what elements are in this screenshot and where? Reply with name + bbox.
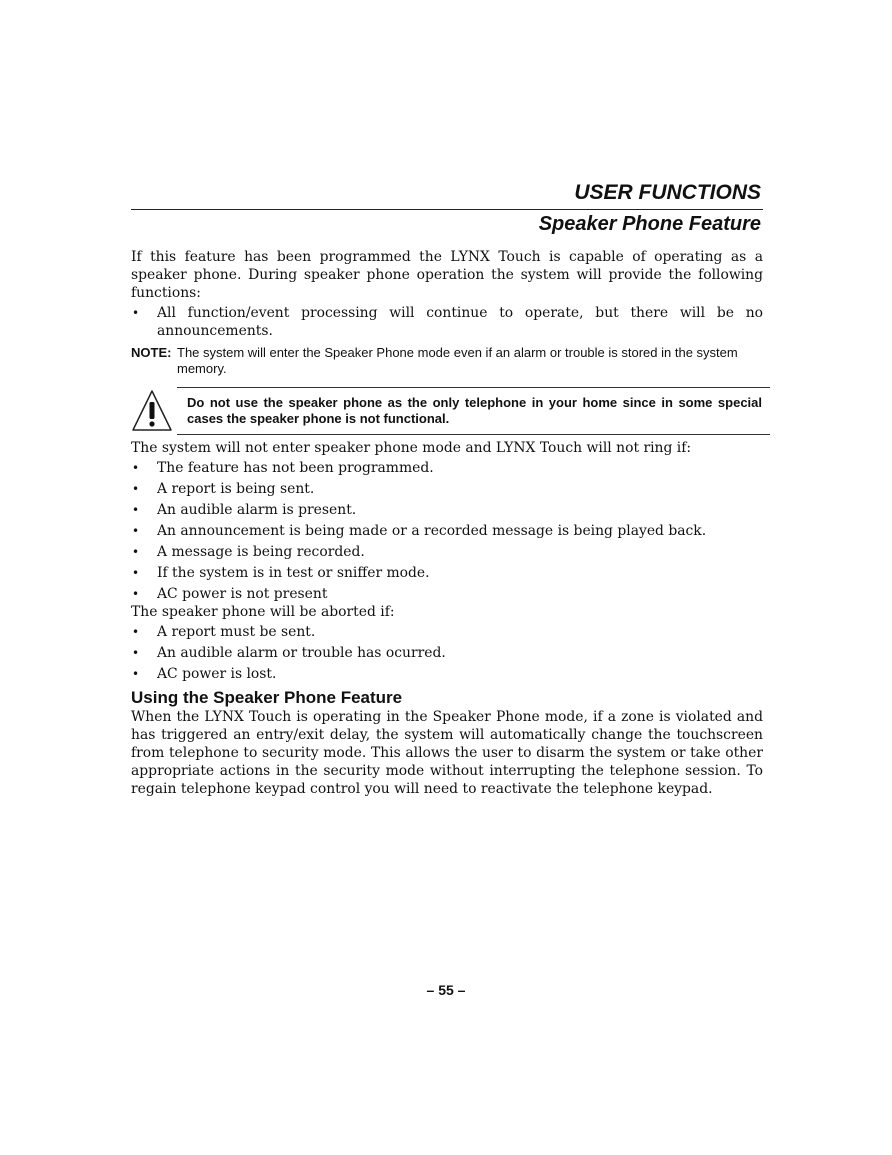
bullet-icon: •: [132, 566, 140, 580]
abort-intro: The speaker phone will be aborted if:: [131, 604, 395, 620]
header-rule: [131, 209, 763, 210]
using-paragraph: When the LYNX Touch is operating in the Speaker Phone mode, if a zone is violated and has triggered an entry/exit delay, the system will automatically change the touchscreen from telephone to security mode. This allows the user to disarm the system or take other appropriate actions in the security mode without interrupting the telephone session. To regain telephone keypad control you will need to reactivate the telephone keypad.: [131, 709, 763, 797]
bullet-icon: •: [132, 482, 140, 496]
bullet-icon: •: [132, 306, 140, 320]
no-ring-intro: The system will not enter speaker phone mode and LYNX Touch will not ring if:: [131, 440, 692, 456]
list-item-text: A report must be sent.: [157, 624, 316, 640]
list-item-text: The feature has not been programmed.: [157, 460, 434, 476]
subsection-title: Speaker Phone Feature: [538, 213, 761, 235]
bullet-icon: •: [132, 545, 140, 559]
list-item: [131, 459, 763, 477]
bullet-icon: •: [132, 587, 140, 601]
note-block: [131, 345, 763, 377]
bullet-icon: •: [132, 524, 140, 538]
list-item: [131, 501, 763, 519]
bullet-icon: •: [132, 646, 140, 660]
abort-list: [131, 623, 763, 683]
functions-list: [131, 304, 763, 340]
list-item-text: An announcement is being made or a recorded message is being played back.: [157, 523, 707, 539]
using-heading: Using the Speaker Phone Feature: [131, 688, 403, 707]
list-item-text: AC power is not present: [157, 586, 328, 602]
list-item: [131, 522, 763, 540]
list-item-text: An audible alarm is present.: [157, 502, 357, 518]
list-item-text: A message is being recorded.: [157, 544, 365, 560]
bullet-icon: •: [132, 503, 140, 517]
warning-block: [131, 387, 763, 439]
page-number: – 55 –: [426, 982, 466, 998]
list-item: [131, 564, 763, 582]
list-item-text: All function/event processing will continue to operate, but there will be no announcements.: [157, 305, 763, 339]
list-item-text: If the system is in test or sniffer mode.: [157, 565, 430, 581]
list-item: [131, 304, 763, 340]
list-item: [131, 480, 763, 498]
bullet-icon: •: [132, 461, 140, 475]
list-item-text: A report is being sent.: [157, 481, 315, 497]
list-item: [131, 543, 763, 561]
note-text: The system will enter the Speaker Phone mode even if an alarm or trouble is stored in the system memory.: [177, 345, 738, 376]
bullet-icon: •: [132, 625, 140, 639]
intro-paragraph: If this feature has been programmed the LYNX Touch is capable of operating as a speaker phone. During speaker phone operation the system will provide the following functions:: [131, 249, 763, 301]
caution-icon: [131, 389, 173, 433]
warning-text: Do not use the speaker phone as the only telephone in your home since in some special cases the speaker phone is not functional.: [177, 387, 770, 435]
page-content: [131, 180, 763, 798]
list-item: [131, 644, 763, 662]
list-item: [131, 585, 763, 603]
bullet-icon: •: [132, 667, 140, 681]
list-item: [131, 665, 763, 683]
list-item-text: An audible alarm or trouble has ocurred.: [157, 645, 446, 661]
section-title: USER FUNCTIONS: [574, 181, 761, 204]
no-ring-list: [131, 459, 763, 603]
note-label: NOTE:: [131, 345, 172, 360]
list-item: [131, 623, 763, 641]
list-item-text: AC power is lost.: [157, 666, 277, 682]
